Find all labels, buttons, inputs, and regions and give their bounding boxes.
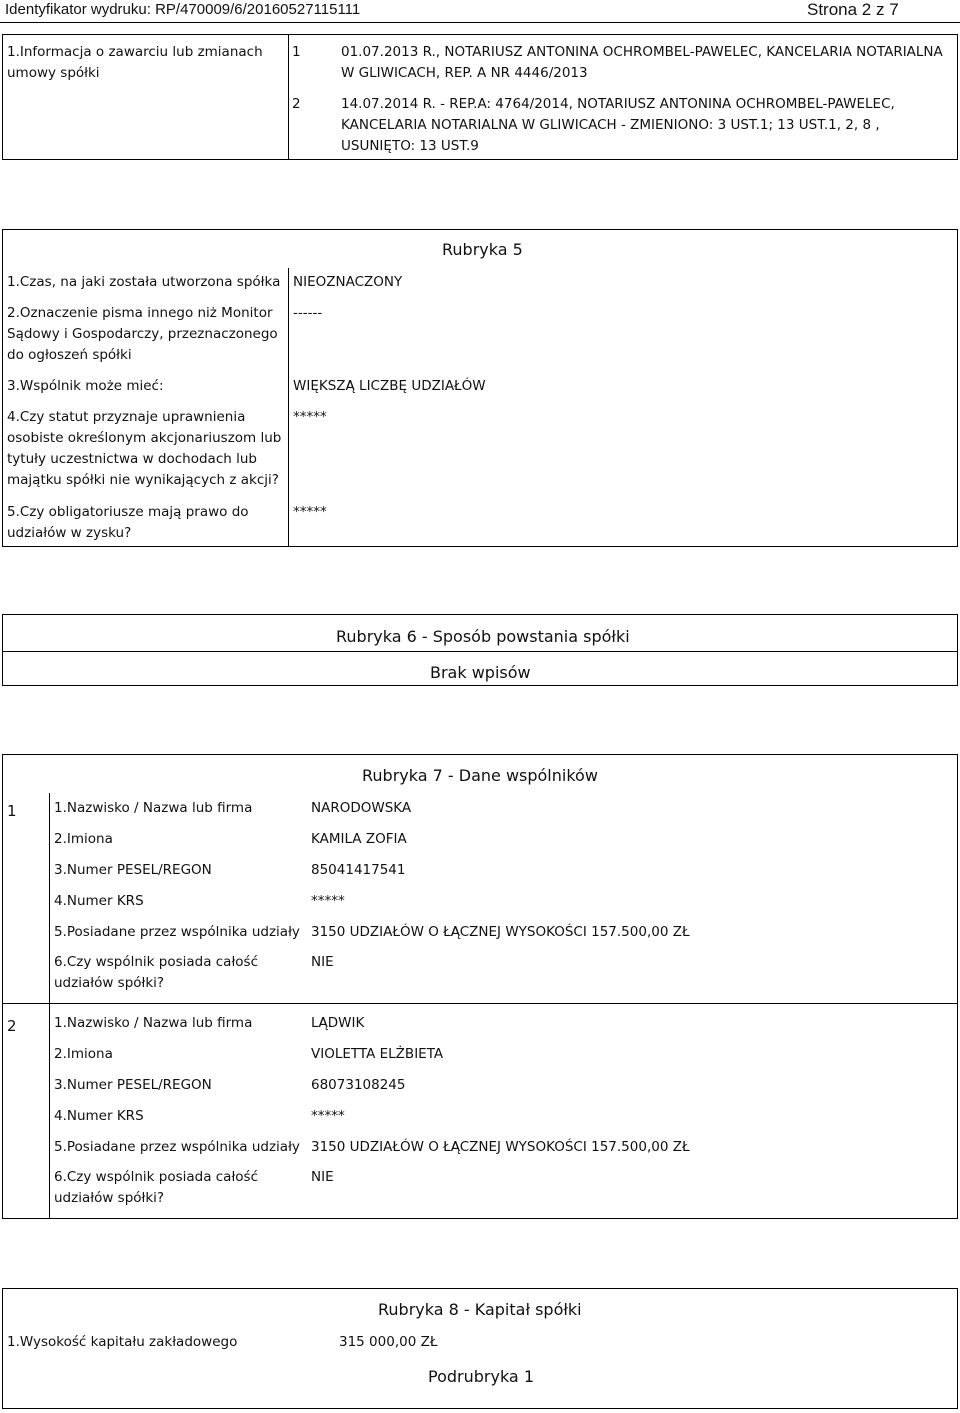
- partner-2-krs-value: *****: [311, 1108, 345, 1124]
- rubryka-6-empty: Brak wpisów: [430, 663, 531, 682]
- r5-row-2-label: 2.Oznaczenie pisma innego niż Monitor Sądowy i Gospodarczy, przeznaczonego do ogłoszeń spółki: [7, 305, 278, 363]
- subsection-title: Podrubryka 1: [428, 1367, 534, 1386]
- partner-2-all-shares-label: 6.Czy wspólnik posiada całość udziałów spółki?: [54, 1169, 259, 1206]
- rubryka-7-title: Rubryka 7 - Dane wspólników: [362, 766, 598, 785]
- r5-row-2-value: ------: [293, 305, 323, 321]
- r5-row-4-value: *****: [293, 409, 327, 425]
- partner-2-firstnames-label: 2.Imiona: [54, 1046, 113, 1062]
- partner-1-shares-label: 5.Posiadane przez wspólnika udziały: [54, 924, 300, 940]
- r5-row-1-label: 1.Czas, na jaki została utworzona spółka: [7, 274, 281, 290]
- partner-1-krs-value: *****: [311, 893, 345, 909]
- page-number: Strona 2 z 7: [807, 0, 899, 19]
- contract-entry-2-text: 14.07.2014 R. - REP.A: 4764/2014, NOTARIUSZ ANTONINA OCHROMBEL-PAWELEC, KANCELARIA NOTARIALNA W GLIWICACH - ZMIENIONO: 3 UST.1; 13 UST.1, 2, 8 , USUNIĘTO: 13 UST.9: [341, 96, 895, 154]
- partner-1-firstnames-value: KAMILA ZOFIA: [311, 831, 407, 847]
- partner-2-all-shares-value: NIE: [311, 1169, 334, 1185]
- capital-label: 1.Wysokość kapitału zakładowego: [7, 1334, 238, 1350]
- partner-1-all-shares-value: NIE: [311, 954, 334, 970]
- rubryka-7-number-divider: [49, 793, 50, 1219]
- partner-2-krs-label: 4.Numer KRS: [54, 1108, 144, 1124]
- contract-entry-2-number: 2: [292, 96, 301, 112]
- contract-divider: [288, 34, 289, 160]
- r5-row-3-value: WIĘKSZĄ LICZBĘ UDZIAŁÓW: [293, 378, 486, 394]
- partner-2-name-label: 1.Nazwisko / Nazwa lub firma: [54, 1015, 253, 1031]
- partner-1-shares-value: 3150 UDZIAŁÓW O ŁĄCZNEJ WYSOKOŚCI 157.500,00 ZŁ: [311, 924, 690, 940]
- partner-2-number: 2: [7, 1017, 17, 1035]
- partner-1-pesel-label: 3.Numer PESEL/REGON: [54, 862, 212, 878]
- partner-1-number: 1: [7, 802, 17, 820]
- rubryka-6-title: Rubryka 6 - Sposób powstania spółki: [336, 627, 630, 646]
- r5-row-5-value: *****: [293, 504, 327, 520]
- partner-1-firstnames-label: 2.Imiona: [54, 831, 113, 847]
- rubryka-8-title: Rubryka 8 - Kapitał spółki: [378, 1300, 582, 1319]
- partner-1-pesel-value: 85041417541: [311, 862, 406, 878]
- contract-entry-1-text: 01.07.2013 R., NOTARIUSZ ANTONINA OCHROMBEL-PAWELEC, KANCELARIA NOTARIALNA W GLIWICACH, REP. A NR 4446/2013: [341, 44, 943, 81]
- partner-2-shares-value: 3150 UDZIAŁÓW O ŁĄCZNEJ WYSOKOŚCI 157.500,00 ZŁ: [311, 1139, 690, 1155]
- partner-1-name-value: NARODOWSKA: [311, 800, 412, 816]
- header-rule: [0, 22, 960, 23]
- partner-2-name-value: LĄDWIK: [311, 1015, 365, 1031]
- partner-2-firstnames-value: VIOLETTA ELŻBIETA: [311, 1046, 444, 1062]
- contract-info-label: 1.Informacja o zawarciu lub zmianach umowy spółki: [7, 44, 263, 81]
- rubryka-6-divider: [2, 651, 958, 652]
- capital-value: 315 000,00 ZŁ: [339, 1334, 438, 1350]
- partner-1-name-label: 1.Nazwisko / Nazwa lub firma: [54, 800, 253, 816]
- r5-row-3-label: 3.Wspólnik może mieć:: [7, 378, 164, 394]
- partner-2-pesel-value: 68073108245: [311, 1077, 406, 1093]
- print-identifier: Identyfikator wydruku: RP/470009/6/20160527115111: [5, 1, 361, 18]
- partner-2-pesel-label: 3.Numer PESEL/REGON: [54, 1077, 212, 1093]
- rubryka-5-title: Rubryka 5: [442, 240, 523, 259]
- partner-separator: [2, 1003, 958, 1004]
- partner-2-shares-label: 5.Posiadane przez wspólnika udziały: [54, 1139, 300, 1155]
- r5-row-4-label: 4.Czy statut przyznaje uprawnienia osobiste określonym akcjonariuszom lub tytuły uczestnictwa w dochodach lub majątku spółki nie wynikających z akcji?: [7, 409, 282, 488]
- partner-1-krs-label: 4.Numer KRS: [54, 893, 144, 909]
- rubryka-5-divider: [288, 268, 289, 547]
- r5-row-5-label: 5.Czy obligatoriusze mają prawo do udziałów w zysku?: [7, 504, 249, 541]
- r5-row-1-value: NIEOZNACZONY: [293, 274, 403, 290]
- contract-entry-1-number: 1: [292, 44, 301, 60]
- partner-1-all-shares-label: 6.Czy wspólnik posiada całość udziałów spółki?: [54, 954, 259, 991]
